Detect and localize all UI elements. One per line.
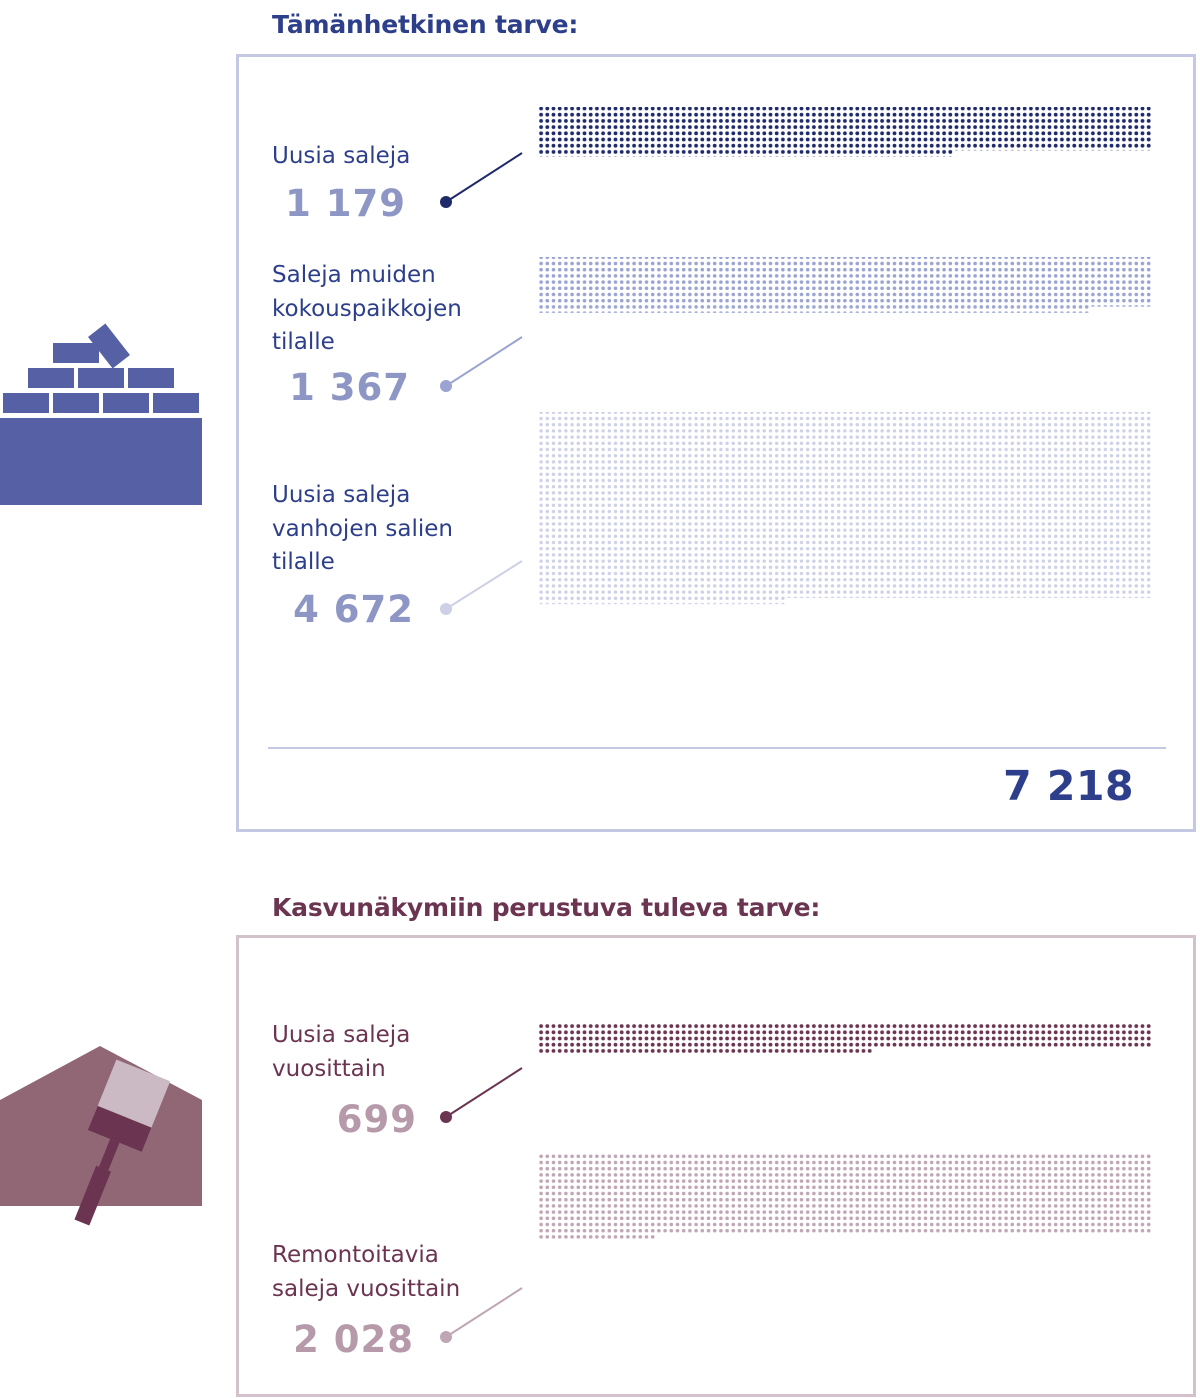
bar-uusia-saleja-vuosittain: [538, 1022, 1152, 1047]
future-value-1: 699: [336, 1098, 417, 1141]
label-line: vuosittain: [272, 1055, 386, 1082]
future-need-title: Kasvunäkymiin perustuva tuleva tarve:: [272, 893, 821, 922]
current-value-2: 1 367: [289, 366, 410, 409]
bar-vanhojen-salien-tilalle: [538, 412, 1152, 598]
leader-line-3: [440, 561, 522, 615]
label-line: Uusia saleja: [272, 1022, 411, 1048]
label-line: saleja vuosittain: [272, 1275, 461, 1302]
current-value-1: 1 179: [285, 182, 406, 225]
current-total: 7 218: [1003, 762, 1134, 810]
leader-line-5: [440, 1288, 522, 1343]
current-need-title: Tämänhetkinen tarve:: [272, 10, 579, 39]
bar-muiden-kokouspaikkojen-tilalle: [538, 257, 1152, 307]
bar-uusia-saleja-partial-row: [538, 150, 953, 156]
current-value-3: 4 672: [293, 588, 414, 631]
leader-line-2: [440, 337, 522, 392]
label-line: Uusia saleja: [272, 482, 411, 508]
leader-line-1: [440, 153, 522, 208]
bar-remontoitavia-saleja-vuosittain-partial-row: [538, 1233, 656, 1239]
label-line: Saleja muiden: [272, 262, 436, 288]
bar-uusia-saleja-vuosittain-partial-row: [538, 1047, 873, 1053]
bar-vanhojen-salien-tilalle-partial-row: [538, 598, 786, 604]
label-line: kokouspaikkojen: [272, 295, 462, 322]
bar-remontoitavia-saleja-vuosittain: [538, 1152, 1152, 1233]
label-line: tilalle: [272, 549, 335, 575]
bar-muiden-kokouspaikkojen-tilalle-partial-row: [538, 307, 1090, 313]
leader-line-4: [440, 1068, 522, 1123]
label-line: tilalle: [272, 329, 335, 355]
label-line: Uusia saleja: [272, 143, 411, 169]
label-line: Remontoitavia: [272, 1242, 439, 1268]
label-line: vanhojen salien: [272, 515, 453, 542]
bar-uusia-saleja: [538, 107, 1152, 150]
future-value-2: 2 028: [293, 1318, 414, 1361]
